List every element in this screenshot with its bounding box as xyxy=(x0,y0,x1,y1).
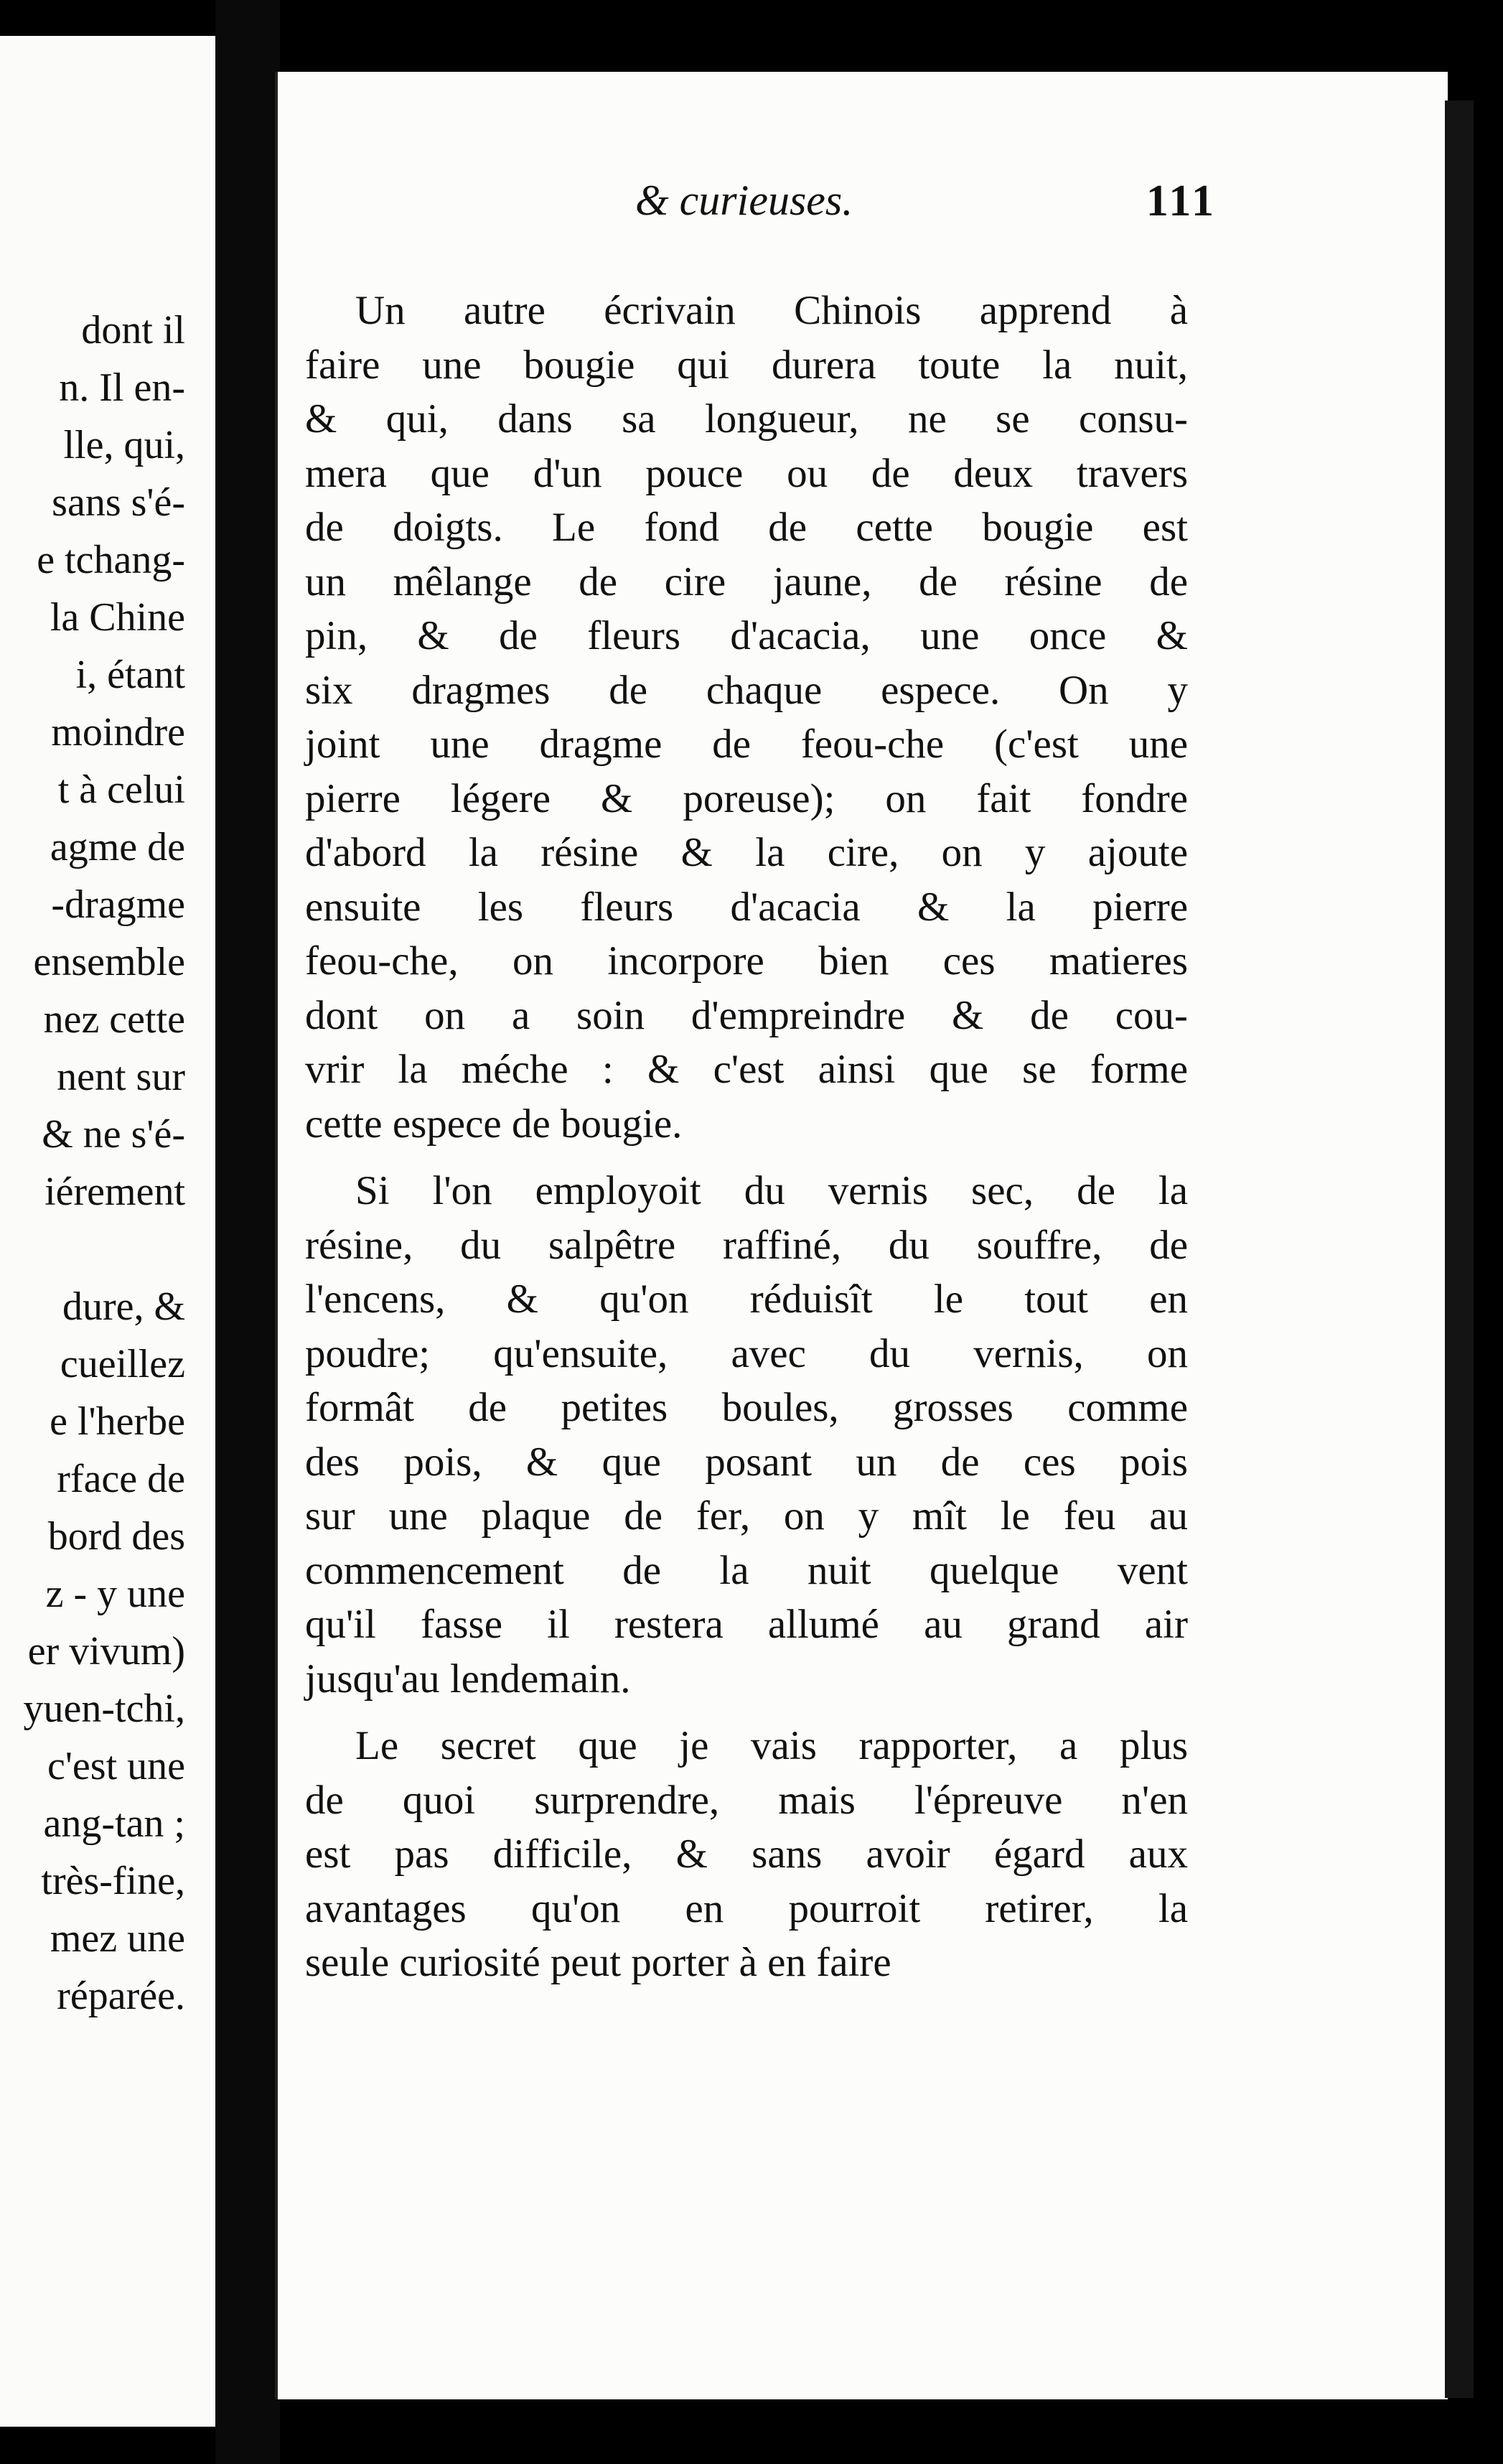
previous-page-line: i, étant xyxy=(75,653,185,697)
previous-page-line: t à celui xyxy=(57,767,185,812)
previous-page-line: ang-tan ; xyxy=(43,1801,185,1846)
previous-page-line: & ne s'é- xyxy=(42,1112,185,1157)
text-line: faire une bougie qui durera toute la nuit, xyxy=(305,342,1188,388)
previous-page-line: mez une xyxy=(50,1916,185,1961)
previous-page-line: bord des xyxy=(47,1514,185,1559)
text-line: Un autre écrivain Chinois apprend à xyxy=(355,288,1188,333)
previous-page-line: iérement xyxy=(45,1170,185,1214)
text-line: commencement de la nuit quelque vent xyxy=(305,1547,1188,1593)
text-line: pin, & de fleurs d'acacia, une once & xyxy=(305,613,1188,658)
book-gutter xyxy=(215,0,280,2464)
previous-page xyxy=(0,36,215,2427)
previous-page-line: agme de xyxy=(50,825,185,869)
previous-page-line: c'est une xyxy=(47,1744,185,1788)
previous-page-line: e tchang- xyxy=(37,538,185,582)
previous-page-line: e l'herbe xyxy=(50,1399,185,1444)
previous-page-line: er vivum) xyxy=(27,1629,185,1674)
text-line: poudre; qu'ensuite, avec du vernis, on xyxy=(305,1330,1188,1376)
previous-page-line: très-fine, xyxy=(41,1859,185,1903)
previous-page-line: nez cette xyxy=(43,997,185,1042)
text-line: vrir la méche : & c'est ainsi que se forme xyxy=(305,1047,1188,1092)
previous-page-line: ensemble xyxy=(33,940,185,984)
text-line: Le secret que je vais rapporter, a plus xyxy=(355,1723,1188,1768)
paragraph-gap xyxy=(305,1706,1188,1719)
previous-page-line: sans s'é- xyxy=(52,480,185,525)
paragraph xyxy=(305,1719,1188,1990)
previous-page-line: -dragme xyxy=(51,882,185,927)
text-line: feou-che, on incorpore bien ces matieres xyxy=(305,938,1188,984)
running-head-title: & curieuses. xyxy=(635,177,853,224)
text-line: l'encens, & qu'on réduisît le tout en xyxy=(305,1277,1188,1322)
text-line: & qui, dans sa longueur, ne se consu- xyxy=(305,396,1188,442)
text-line: mera que d'un pouce ou de deux travers xyxy=(305,450,1188,496)
text-line: avantages qu'on en pourroit retirer, la xyxy=(305,1885,1188,1931)
running-head xyxy=(391,176,1217,233)
previous-page-line: yuen-tchi, xyxy=(23,1686,185,1731)
text-line: des pois, & que posant un de ces pois xyxy=(305,1439,1188,1485)
text-line: dont on a soin d'empreindre & de cou- xyxy=(305,992,1188,1038)
previous-page-line: nent sur xyxy=(57,1055,185,1099)
paragraph-gap xyxy=(305,1151,1188,1164)
body-text xyxy=(305,284,1188,1990)
text-line: jusqu'au lendemain. xyxy=(305,1656,631,1702)
text-line: un mêlange de cire jaune, de résine de xyxy=(305,559,1188,605)
text-line: Si l'on employoit du vernis sec, de la xyxy=(355,1168,1188,1213)
text-line: formât de petites boules, grosses comme xyxy=(305,1385,1188,1430)
page-number: 111 xyxy=(1146,177,1217,225)
paragraph xyxy=(305,284,1188,1151)
text-line: sur une plaque de fer, on y mît le feu au xyxy=(305,1493,1188,1539)
text-line: de doigts. Le fond de cette bougie est xyxy=(305,505,1188,550)
previous-page-line: dont il xyxy=(81,308,185,353)
previous-page-line xyxy=(24,1221,185,1278)
text-line: six dragmes de chaque espece. On y xyxy=(305,667,1188,713)
text-line: est pas difficile, & sans avoir égard aux xyxy=(305,1831,1188,1877)
previous-page-line: réparée. xyxy=(57,1974,185,2018)
text-line: de quoi surprendre, mais l'épreuve n'en xyxy=(305,1777,1188,1823)
previous-page-line: dure, & xyxy=(62,1284,185,1329)
text-line: résine, du salpêtre raffiné, du souffre, de xyxy=(305,1222,1188,1268)
previous-page-text xyxy=(24,302,185,2025)
paragraph xyxy=(305,1164,1188,1706)
previous-page-line: rface de xyxy=(57,1457,185,1501)
text-line: joint une dragme de feou-che (c'est une xyxy=(305,722,1188,767)
previous-page-line: z - y une xyxy=(45,1572,185,1616)
previous-page-line: moindre xyxy=(51,710,185,755)
text-line: seule curiosité peut porter à en faire xyxy=(305,1940,891,1985)
text-line: pierre légere & poreuse); on fait fondre xyxy=(305,775,1188,821)
previous-page-line: n. Il en- xyxy=(59,365,185,410)
text-line: ensuite les fleurs d'acacia & la pierre xyxy=(305,884,1188,930)
page-edge xyxy=(1445,101,1474,2398)
text-line: d'abord la résine & la cire, on y ajoute xyxy=(305,830,1188,875)
previous-page-line: cueillez xyxy=(60,1342,185,1386)
text-line: cette espece de bougie. xyxy=(305,1101,683,1147)
text-line: qu'il fasse il restera allumé au grand air xyxy=(305,1602,1188,1647)
previous-page-line: lle, qui, xyxy=(63,423,185,467)
previous-page-line: la Chine xyxy=(50,595,185,640)
